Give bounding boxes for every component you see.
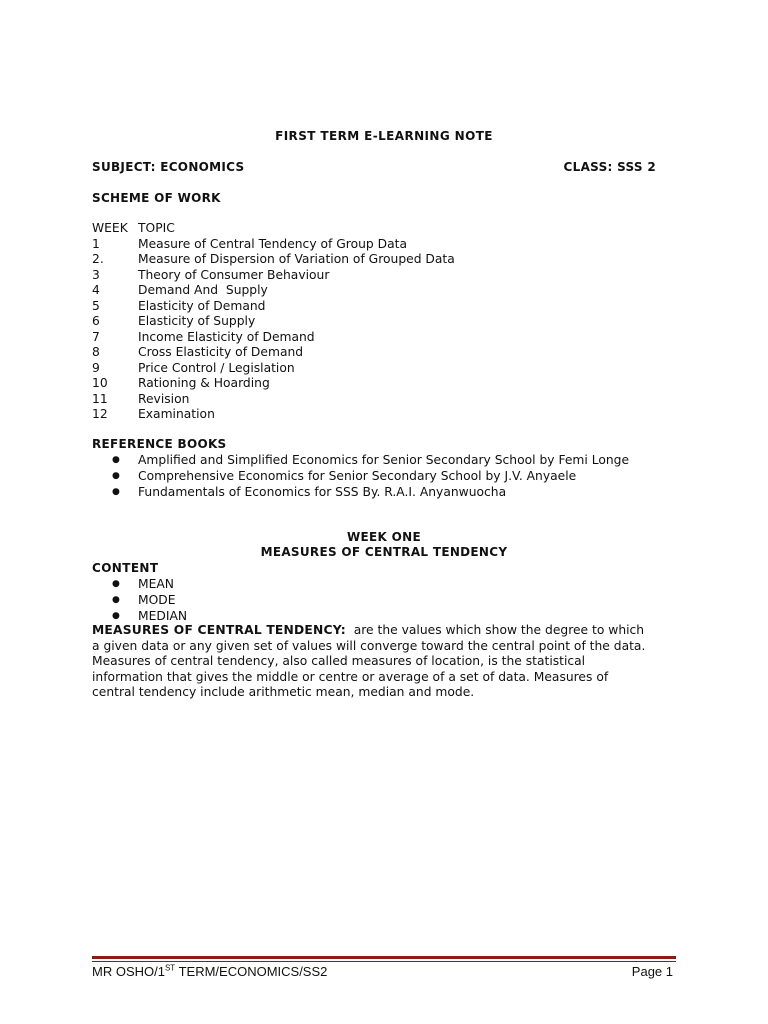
list-item	[112, 468, 629, 484]
definition-paragraph	[92, 623, 652, 701]
table-row	[92, 330, 455, 346]
table-row	[92, 268, 455, 284]
week-number: 8	[92, 345, 100, 359]
footer-suffix: TERM/ECONOMICS/SS2	[175, 964, 328, 979]
topic-column-header: TOPIC	[138, 221, 175, 235]
footer-rule	[92, 956, 676, 959]
bullet-icon: ●	[112, 471, 120, 481]
footer-superscript: ST	[164, 963, 176, 973]
bullet-icon: ●	[112, 487, 120, 497]
week-number: 7	[92, 329, 100, 344]
list-item	[112, 452, 629, 468]
page-number: Page 1	[631, 964, 673, 979]
week-number: 5	[92, 298, 100, 313]
content-item: MEDIAN	[138, 609, 188, 623]
content-item: MODE	[138, 593, 176, 607]
content-list	[112, 576, 187, 624]
list-item	[112, 484, 629, 500]
week-topic: Elasticity of Demand	[138, 298, 266, 313]
week-number: 9	[92, 360, 100, 375]
week-topic: Elasticity of Supply	[138, 314, 256, 328]
footer-author	[92, 964, 327, 979]
week-number: 12	[92, 407, 108, 421]
bullet-icon: ●	[112, 595, 120, 605]
document-title: FIRST TERM E-LEARNING NOTE	[275, 129, 493, 143]
reference-text: Fundamentals of Economics for SSS By. R.A.I. Anyanwuocha	[138, 485, 507, 499]
week-one-subheading: MEASURES OF CENTRAL TENDENCY	[260, 545, 508, 559]
week-topic: Demand And Supply	[138, 283, 268, 297]
table-row	[92, 361, 455, 377]
table-header-row	[92, 221, 455, 237]
week-number: 4	[92, 283, 100, 297]
week-number: 2.	[92, 252, 104, 266]
week-topic: Measure of Dispersion of Variation of Grouped Data	[138, 252, 455, 266]
table-row	[92, 345, 455, 361]
list-item	[112, 576, 187, 592]
week-number: 1	[92, 236, 100, 251]
week-topic: Cross Elasticity of Demand	[138, 345, 304, 359]
definition-term: MEASURES OF CENTRAL TENDENCY:	[92, 623, 346, 637]
scheme-of-work-heading: SCHEME OF WORK	[92, 191, 221, 205]
bullet-icon: ●	[112, 579, 120, 589]
reference-text: Comprehensive Economics for Senior Secondary School by J.V. Anyaele	[138, 469, 577, 483]
table-row	[92, 283, 455, 299]
bullet-icon: ●	[112, 455, 120, 465]
week-number: 10	[92, 376, 108, 390]
scheme-of-work-table	[92, 221, 455, 423]
subject-row	[92, 160, 656, 174]
definition-text: are the values which show the degree to which a given data or any given set of values will converge toward the central point of the data. Measures of central tendency, also called measures of location, is the statistical information that gives the middle or centre or average of a set of data. Measures of central tendency include arithmetic mean, median and mode.	[92, 623, 650, 700]
content-heading: CONTENT	[92, 561, 159, 575]
footer-prefix: MR OSHO/1	[92, 964, 165, 979]
reference-books-heading: REFERENCE BOOKS	[92, 437, 227, 451]
week-column-header: WEEK	[92, 221, 128, 235]
table-row	[92, 252, 455, 268]
week-number: 11	[92, 391, 108, 406]
table-row	[92, 314, 455, 330]
class-label: CLASS: SSS 2	[563, 160, 656, 174]
week-topic: Measure of Central Tendency of Group Data	[138, 236, 407, 251]
week-number: 3	[92, 267, 100, 282]
list-item	[112, 592, 187, 608]
week-topic: Revision	[138, 391, 190, 406]
week-topic: Rationing & Hoarding	[138, 376, 270, 390]
content-item: MEAN	[138, 577, 174, 591]
reference-list	[112, 452, 629, 500]
reference-text: Amplified and Simplified Economics for Senior Secondary School by Femi Longe	[138, 453, 630, 467]
week-topic: Income Elasticity of Demand	[138, 329, 315, 344]
list-item	[112, 608, 187, 624]
week-topic: Theory of Consumer Behaviour	[138, 267, 330, 282]
footer-rule-thin	[92, 961, 676, 962]
week-one-heading: WEEK ONE	[347, 530, 421, 544]
week-topic: Examination	[138, 407, 215, 421]
bullet-icon: ●	[112, 611, 120, 621]
week-number: 6	[92, 314, 100, 328]
table-row	[92, 376, 455, 392]
week-topic: Price Control / Legislation	[138, 360, 295, 375]
table-row	[92, 299, 455, 315]
table-row	[92, 392, 455, 408]
table-row	[92, 237, 455, 253]
subject-label: SUBJECT: ECONOMICS	[92, 160, 245, 174]
table-row	[92, 407, 455, 423]
